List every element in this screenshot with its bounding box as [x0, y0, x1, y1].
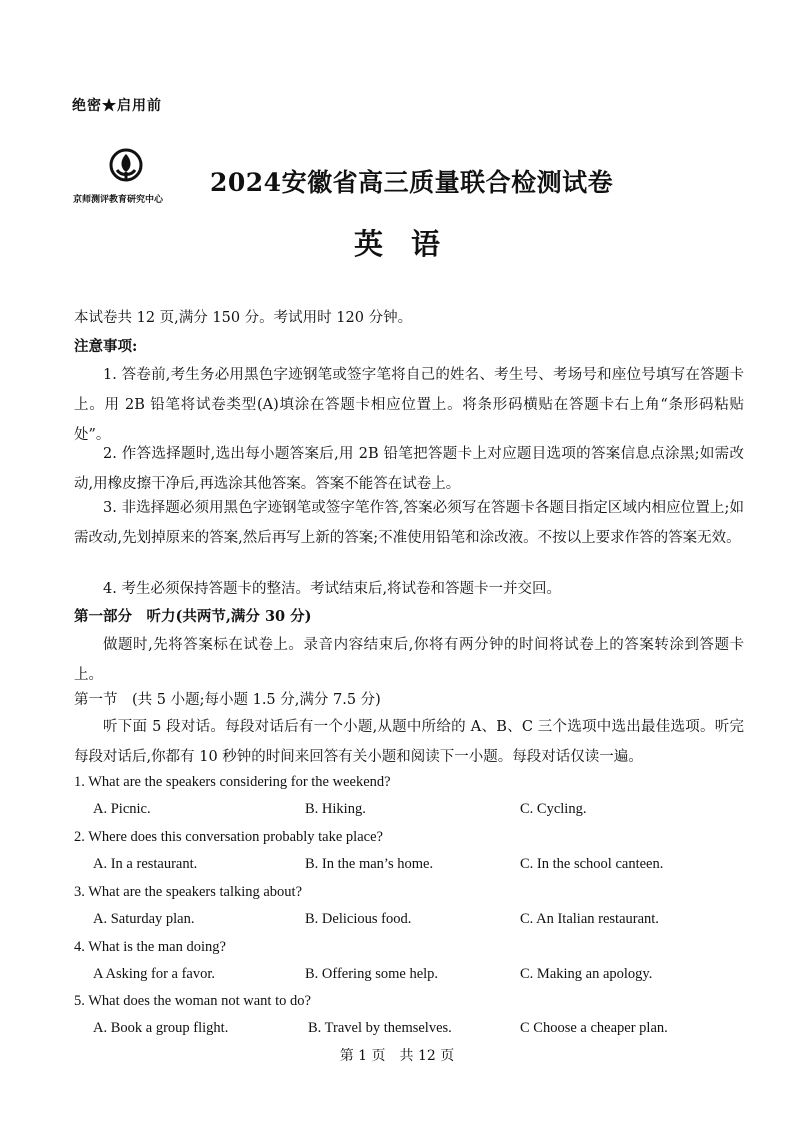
question-5-option-c: C Choose a cheaper plan.: [520, 1020, 668, 1036]
question-4-option-c: C. Making an apology.: [520, 966, 653, 982]
question-3-option-c: C. An Italian restaurant.: [520, 911, 659, 927]
section1-instruction: 听下面 5 段对话。每段对话后有一个小题,从题中所给的 A、B、C 三个选项中选出最佳选项。听完每段对话后,你都有 10 秒钟的时间来回答有关小题和阅读下一小题。每段对话仅读一遍。: [74, 719, 744, 765]
org-logo: [73, 148, 198, 208]
exam-summary: 本试卷共 12 页,满分 150 分。考试用时 120 分钟。: [74, 310, 413, 326]
question-2-option-b: B. In the man’s home.: [305, 856, 434, 872]
question-1-stem: 1. What are the speakers considering for the weekend?: [74, 774, 391, 790]
page-footer: 第 1 页 共 12 页: [339, 1048, 455, 1064]
question-4-option-b: B. Offering some help.: [305, 966, 439, 982]
part1-instruction: 做题时,先将答案标在试卷上。录音内容结束后,你将有两分钟的时间将试卷上的答案转涂到答题卡上。: [74, 637, 744, 683]
question-1-option-b: B. Hiking.: [305, 801, 366, 817]
question-3-option-b: B. Delicious food.: [305, 911, 412, 927]
question-4-stem: 4. What is the man doing?: [74, 939, 226, 955]
org-name: 京师测评教育研究中心: [73, 195, 164, 205]
question-4-option-a: A Asking for a favor.: [93, 966, 216, 982]
part1-heading: 第一部分 听力(共两节,满分 30 分): [74, 608, 312, 625]
exam-title: 2024安徽省高三质量联合检测试卷: [210, 168, 614, 197]
question-5-option-b: B. Travel by themselves.: [308, 1020, 452, 1036]
question-2-option-a: A. In a restaurant.: [93, 856, 198, 872]
note-item-1: 1. 答卷前,考生务必用黑色字迹钢笔或签字笔将自己的姓名、考生号、考场号和座位号填写在答题卡上。用 2B 铅笔将试卷类型(A)填涂在答题卡相应位置上。将条形码横贴在答题卡右上角“条形码粘贴处”。: [74, 367, 744, 443]
question-5-option-a: A. Book a group flight.: [93, 1020, 229, 1036]
question-3-option-a: A. Saturday plan.: [93, 911, 195, 927]
notice-title: 注意事项:: [74, 338, 138, 355]
question-1-option-c: C. Cycling.: [520, 801, 587, 817]
question-2-stem: 2. Where does this conversation probably take place?: [74, 829, 383, 845]
subject-title: 英语: [353, 227, 468, 261]
question-5-stem: 5. What does the woman not want to do?: [74, 993, 311, 1009]
question-1-option-a: A. Picnic.: [93, 801, 151, 817]
note-item-4: 4. 考生必须保持答题卡的整洁。考试结束后,将试卷和答题卡一并交回。: [103, 581, 562, 597]
question-2-option-c: C. In the school canteen.: [520, 856, 664, 872]
section1-heading: 第一节 (共 5 小题;每小题 1.5 分,满分 7.5 分): [74, 692, 381, 708]
note-item-3: 3. 非选择题必须用黑色字迹钢笔或签字笔作答,答案必须写在答题卡各题目指定区域内相应位置上;如需改动,先划掉原来的答案,然后再写上新的答案;不准使用铅笔和涂改液。不按以上要求作答的答案无效。: [74, 500, 744, 546]
org-emblem-icon: [109, 148, 143, 188]
question-3-stem: 3. What are the speakers talking about?: [74, 884, 303, 900]
note-item-2: 2. 作答选择题时,选出每小题答案后,用 2B 铅笔把答题卡上对应题目选项的答案信息点涂黑;如需改动,用橡皮擦干净后,再选涂其他答案。答案不能答在试卷上。: [74, 446, 744, 492]
confidential-label: 绝密★启用前: [72, 98, 162, 114]
